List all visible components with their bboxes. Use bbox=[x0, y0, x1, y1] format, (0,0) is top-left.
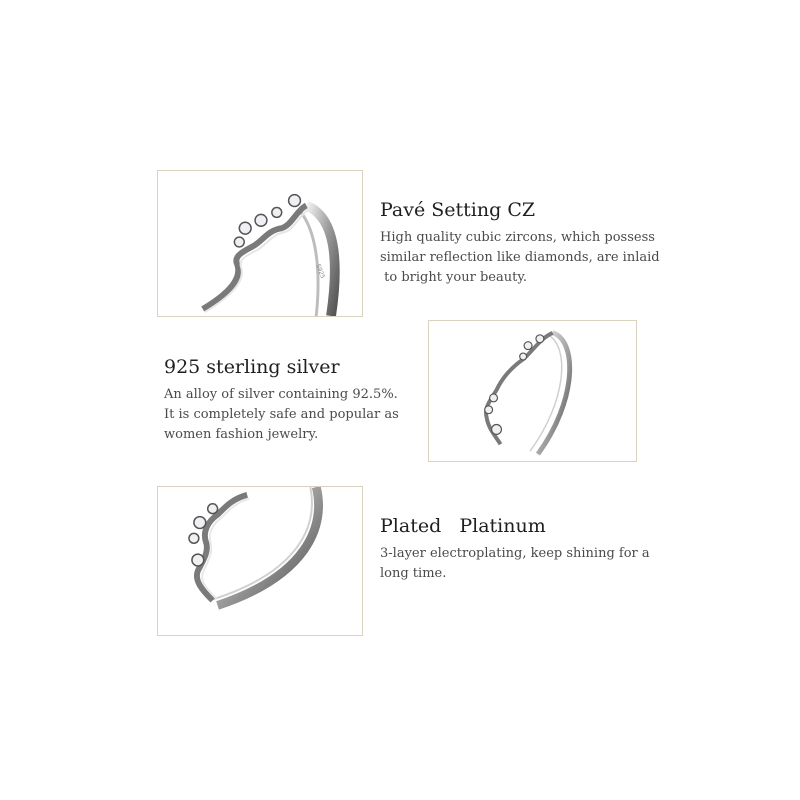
ring-side-image bbox=[429, 321, 636, 461]
feature-desc-line: women fashion jewelry. bbox=[164, 427, 319, 442]
ring-photo-side-view bbox=[428, 320, 637, 462]
ring-photo-crown-closeup bbox=[157, 170, 363, 317]
feature-desc-line: An alloy of silver containing 92.5%. bbox=[164, 387, 398, 402]
feature-title: Pavé Setting CZ bbox=[380, 199, 536, 221]
svg-text:S925: S925 bbox=[314, 263, 326, 280]
ring-angled-image bbox=[158, 487, 362, 635]
feature-title: 925 sterling silver bbox=[164, 356, 340, 378]
feature-desc-line: It is completely safe and popular as bbox=[164, 407, 399, 422]
feature-desc-line: similar reflection like diamonds, are inlaid bbox=[380, 250, 660, 265]
feature-desc-line: long time. bbox=[380, 566, 447, 581]
feature-desc-line: to bright your beauty. bbox=[380, 270, 528, 285]
feature-pave-setting bbox=[380, 198, 660, 288]
feature-title: Plated Platinum bbox=[380, 515, 546, 537]
ring-photo-angled bbox=[157, 486, 363, 636]
feature-desc-line: High quality cubic zircons, which possess bbox=[380, 230, 655, 245]
ring-closeup-image bbox=[158, 171, 362, 316]
feature-sterling-silver bbox=[164, 355, 399, 445]
feature-platinum-plating bbox=[380, 514, 650, 584]
feature-desc-line: 3-layer electroplating, keep shining for a bbox=[380, 546, 650, 561]
